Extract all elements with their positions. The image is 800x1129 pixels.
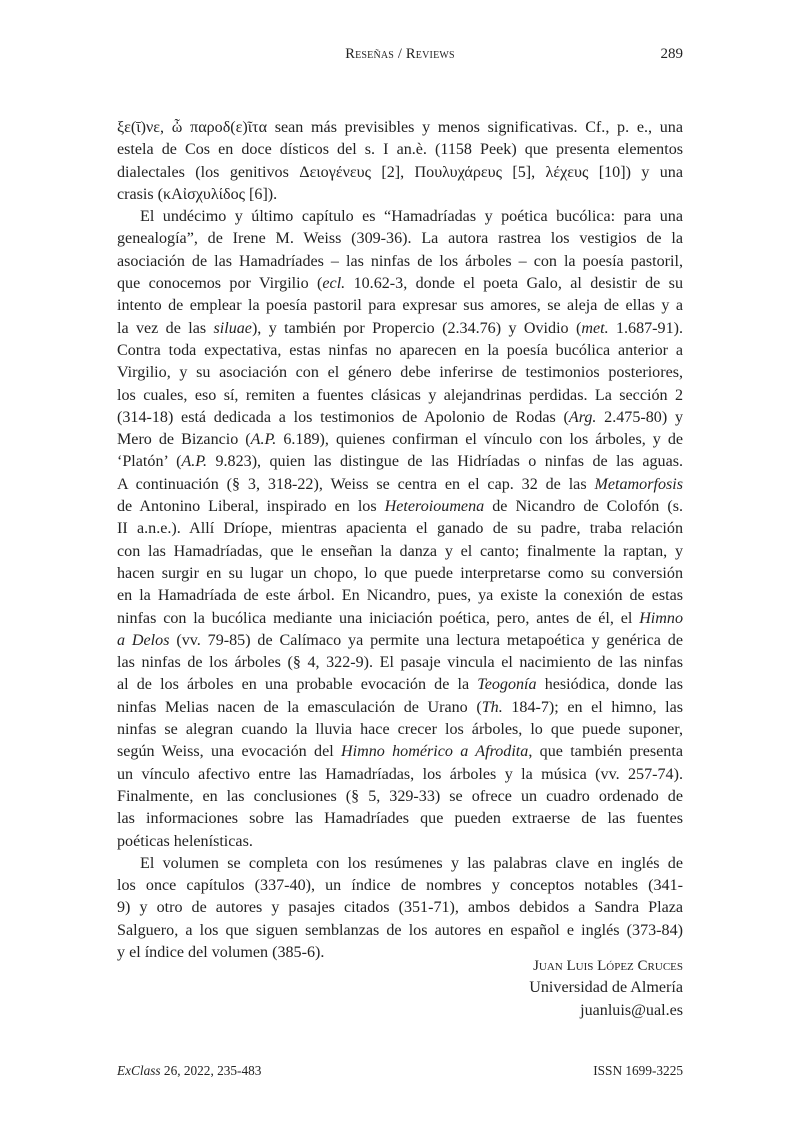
italic-citation: Th. — [481, 698, 503, 716]
running-head: Reseñas / Reviews — [345, 46, 455, 62]
text-line — [117, 831, 683, 853]
text-line — [117, 206, 683, 228]
text-segment: El undécimo y último capítulo es “Hamadríadas y poética bucólica: para una — [140, 208, 683, 226]
text-line — [117, 184, 683, 206]
text-segment: la vez de las — [117, 319, 214, 337]
italic-citation: siluae — [213, 319, 252, 337]
text-line — [117, 741, 683, 763]
italic-citation: A.P. — [250, 431, 277, 449]
text-segment: ‘Platón’ ( — [117, 453, 182, 471]
author-affiliation: Universidad de Almería — [529, 979, 683, 997]
text-segment: A continuación (§ 3, 318-22), Weiss se centra en el cap. 32 de las — [117, 475, 595, 493]
text-segment: Salguero, a los que siguen semblanzas de los autores en español e inglés (373-84) — [117, 921, 683, 939]
italic-citation: Metamorfosis — [594, 475, 683, 493]
text-segment: 9) y otro de autores y pasajes citados (351-71), ambos debidos a Sandra Plaza — [117, 899, 683, 917]
text-segment: intento de emplear la poesía pastoril para expresar sus amores, se aleja de ellas y a — [117, 297, 683, 315]
text-segment: las informaciones sobre las Hamadríades que pueden extraerse de las fuentes — [117, 810, 683, 828]
italic-citation: Heteroioumena — [384, 498, 485, 516]
text-line — [117, 541, 683, 563]
text-line — [117, 652, 683, 674]
text-segment: estela de Cos en doce dísticos del s. I an.è. (1158 Peek) que presenta elementos — [117, 141, 683, 159]
page-header — [117, 46, 683, 66]
text-line — [117, 162, 683, 184]
text-line — [117, 385, 683, 407]
text-segment: en la Hamadríada de este árbol. En Nicandro, pues, ya existe la conexión de estas — [117, 587, 683, 605]
text-segment: ξε(ῑ)νε, ὦ παροδ(ε)ῖτα sean más previsibles y menos significativas. Cf., p. e., una — [117, 119, 683, 136]
text-segment: ninfas con la bucólica mediante una iniciación poética, pero, antes de él, el — [117, 609, 640, 627]
text-segment: Contra toda expectativa, estas ninfas no aparecen en la poesía bucólica anterior a — [117, 341, 683, 359]
text-segment: 10.62-3, donde el poeta Galo, al desistir de su — [345, 275, 683, 293]
text-line — [117, 318, 683, 340]
author-name: Juan Luis López Cruces — [533, 958, 683, 974]
text-segment: las ninfas de los árboles (§ 4, 322-9). El pasaje vincula el nacimiento de las ninfas — [117, 654, 683, 672]
text-segment: (314-18) está dedicada a los testimonios de Apolonio de Rodas ( — [117, 408, 569, 426]
italic-citation: Arg. — [568, 408, 597, 426]
text-line — [117, 496, 683, 518]
italic-citation: Himno homérico a Afrodita — [341, 743, 529, 761]
text-segment: genealogía”, de Irene M. Weiss (309-36). La autora rastrea los vestigios de la — [117, 230, 683, 248]
text-segment: poéticas helenísticas. — [117, 832, 253, 850]
text-line — [117, 474, 683, 496]
text-line — [117, 630, 683, 652]
text-line — [117, 273, 683, 295]
text-line — [117, 608, 683, 630]
text-segment: Mero de Bizancio ( — [117, 431, 251, 449]
text-line — [117, 139, 683, 161]
text-segment: ninfas Melias nacen de la emasculación de Urano ( — [117, 698, 482, 716]
italic-citation: ecl. — [322, 275, 346, 293]
text-line — [117, 117, 683, 139]
text-segment: hacen surgir en su lugar un chopo, lo que puede interpretarse como su conversión — [117, 564, 683, 582]
italic-citation: A.P. — [181, 453, 208, 471]
text-segment: crasis (κΑἰσχυλίδος [6]). — [117, 185, 278, 203]
text-line — [117, 563, 683, 585]
text-segment: ninfas se alegran cuando la lluvia hace crecer los árboles, lo que puede suponer, — [117, 721, 683, 739]
text-line — [117, 853, 683, 875]
text-segment: (vv. 79-85) de Calímaco ya permite una lectura metapoética y genérica de — [169, 631, 683, 649]
text-segment: Finalmente, en las conclusiones (§ 5, 329-33) se ofrece un cuadro ordenado de — [117, 787, 683, 805]
text-line — [117, 764, 683, 786]
text-line — [117, 518, 683, 540]
review-body-text — [117, 117, 683, 964]
text-segment: un vínculo afectivo entre las Hamadríadas, los árboles y la música (vv. 257-74). — [117, 765, 683, 783]
text-line — [117, 295, 683, 317]
italic-citation: Teogonía — [477, 676, 537, 694]
text-line — [117, 251, 683, 273]
text-segment: 9.823), quien las distingue de las Hidríadas o ninfas de las aguas. — [207, 453, 683, 471]
text-segment: ), y también por Propercio (2.34.76) y Ovidio ( — [251, 319, 582, 337]
text-segment: hesiódica, donde las — [536, 676, 684, 694]
text-line — [117, 362, 683, 384]
journal-title: ExClass — [117, 1063, 161, 1078]
text-segment: con las Hamadríadas, que le enseñan la danza y el canto; finalmente la raptan, y — [117, 542, 683, 560]
journal-citation — [117, 1063, 261, 1079]
text-segment: de Nicandro de Colofón (s. — [484, 498, 683, 516]
text-segment: de Antonino Liberal, inspirado en los — [117, 498, 385, 516]
text-segment: al de los árboles en una probable evocación de la — [117, 676, 478, 694]
text-line — [117, 786, 683, 808]
text-line — [117, 897, 683, 919]
text-segment: asociación de las Hamadríades – las ninfas de los árboles – con la poesía pastoril, — [117, 252, 683, 270]
text-line — [117, 719, 683, 741]
issn: ISSN 1699-3225 — [593, 1063, 683, 1078]
text-segment: II a.n.e.). Allí Dríope, mientras apacienta el ganado de su padre, traba relación — [117, 520, 683, 538]
author-signature — [529, 955, 683, 1022]
italic-citation: a Delos — [117, 631, 170, 649]
page-number: 289 — [660, 46, 683, 62]
text-line — [117, 407, 683, 429]
text-segment: 2.475-80) y — [596, 408, 683, 426]
text-line — [117, 340, 683, 362]
text-line — [117, 228, 683, 250]
text-line — [117, 429, 683, 451]
text-segment: los cuales, eso sí, remiten a fuentes clásicas y alejandrinas perdidas. La sección 2 — [117, 386, 683, 404]
text-segment: según Weiss, una evocación del — [117, 743, 341, 761]
journal-volume-info: 26, 2022, 235-483 — [160, 1063, 262, 1078]
author-email: juanluis@ual.es — [580, 1001, 683, 1019]
italic-citation: Himno — [639, 609, 683, 627]
italic-citation: met. — [581, 319, 609, 337]
text-line — [117, 920, 683, 942]
text-segment: Virgilio, y su asociación con el género debe inferirse de testimonios posteriores, — [117, 364, 683, 382]
text-line — [117, 585, 683, 607]
text-segment: El volumen se completa con los resúmenes y las palabras clave en inglés de — [140, 854, 683, 872]
text-segment: que conocemos por Virgilio ( — [117, 275, 323, 293]
text-line — [117, 808, 683, 830]
text-segment: , que también presenta — [528, 743, 683, 761]
text-segment: y el índice del volumen (385-6). — [117, 943, 325, 961]
text-line — [117, 875, 683, 897]
text-segment: dialectales (los genitivos Δειογένευς [2], Πουλυχάρευς [5], λέχευς [10]) y una — [117, 163, 683, 181]
text-segment: los once capítulos (337-40), un índice de nombres y conceptos notables (341- — [117, 877, 683, 895]
text-line — [117, 451, 683, 473]
text-segment: 184-7); en el himno, las — [502, 698, 683, 716]
text-segment: 1.687-91). — [608, 319, 684, 337]
text-line — [117, 674, 683, 696]
text-line — [117, 697, 683, 719]
text-segment: 6.189), quienes confirman el vínculo con los árboles, y de — [276, 431, 684, 449]
